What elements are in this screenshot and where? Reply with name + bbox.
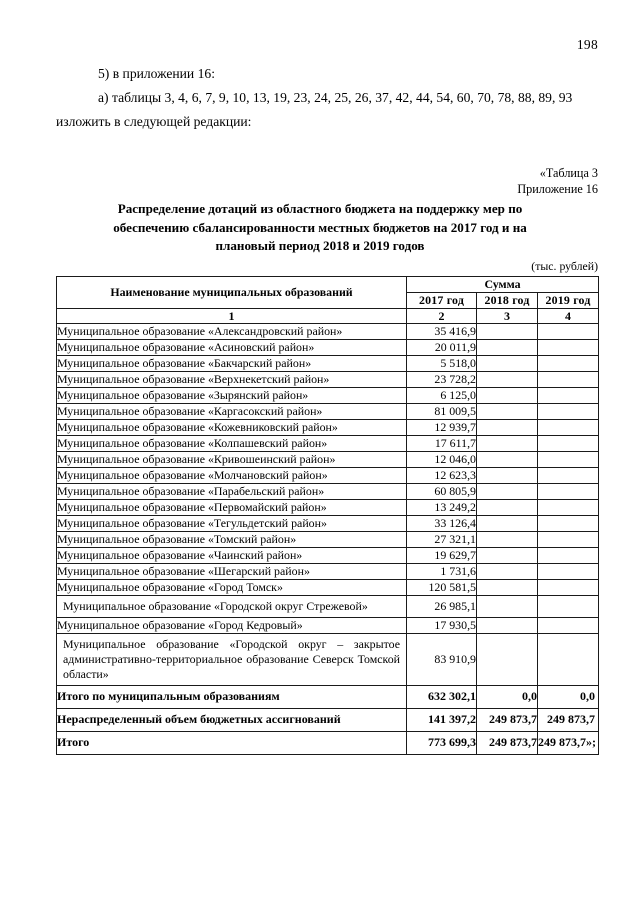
column-number-3: 3 xyxy=(477,309,538,324)
table-row xyxy=(57,372,599,388)
cell-amount-2019 xyxy=(538,372,599,388)
cell-amount-2018 xyxy=(477,468,538,484)
cell-amount-2018 xyxy=(477,564,538,580)
cell-amount-2019: 249 873,7»; xyxy=(538,732,599,755)
cell-municipality-name: Муниципальное образование «Асиновский район» xyxy=(57,340,407,356)
cell-amount-2019 xyxy=(538,596,599,618)
cell-amount-2017: 33 126,4 xyxy=(407,516,477,532)
cell-amount-2019 xyxy=(538,436,599,452)
cell-amount-2018 xyxy=(477,618,538,634)
cell-amount-2018 xyxy=(477,388,538,404)
cell-amount-2019 xyxy=(538,564,599,580)
cell-amount-2019 xyxy=(538,548,599,564)
cell-municipality-name: Муниципальное образование «Город Томск» xyxy=(57,580,407,596)
cell-amount-2019 xyxy=(538,484,599,500)
cell-amount-2018 xyxy=(477,532,538,548)
table-row xyxy=(57,452,599,468)
cell-amount-2018 xyxy=(477,324,538,340)
cell-amount-2019 xyxy=(538,388,599,404)
column-header-year-2018: 2018 год xyxy=(477,293,538,309)
cell-amount-2017: 5 518,0 xyxy=(407,356,477,372)
document-title-line-2: обеспечению сбалансированности местных бюджетов на 2017 год и на xyxy=(113,219,527,235)
table-reference: «Таблица 3 xyxy=(539,166,598,180)
table-row xyxy=(57,468,599,484)
table-row xyxy=(57,484,599,500)
cell-amount-2017: 632 302,1 xyxy=(407,686,477,709)
budget-table xyxy=(56,276,599,755)
intro-line-2: а) таблицы 3, 4, 6, 7, 9, 10, 13, 19, 23, 24, 25, 26, 37, 42, 44, 54, 60, 70, 78, 88, 89, 93 изложить в следующей редакции: xyxy=(56,90,573,129)
cell-amount-2019 xyxy=(538,580,599,596)
table-row xyxy=(57,324,599,340)
cell-amount-2019: 0,0 xyxy=(538,686,599,709)
table-row xyxy=(57,436,599,452)
table-total-row xyxy=(57,709,599,732)
table-header-row-1 xyxy=(57,277,599,293)
cell-municipality-name: Нераспределенный объем бюджетных ассигнований xyxy=(57,709,407,732)
cell-amount-2017: 141 397,2 xyxy=(407,709,477,732)
cell-amount-2018 xyxy=(477,420,538,436)
column-header-name: Наименование муниципальных образований xyxy=(57,277,407,309)
cell-amount-2017: 23 728,2 xyxy=(407,372,477,388)
table-row xyxy=(57,596,599,618)
cell-amount-2019 xyxy=(538,420,599,436)
cell-amount-2017: 120 581,5 xyxy=(407,580,477,596)
cell-municipality-name: Муниципальное образование «Зырянский район» xyxy=(57,388,407,404)
cell-amount-2019: 249 873,7 xyxy=(538,709,599,732)
cell-amount-2018 xyxy=(477,484,538,500)
appendix-reference: Приложение 16 xyxy=(517,182,598,196)
cell-amount-2018 xyxy=(477,548,538,564)
cell-amount-2019 xyxy=(538,500,599,516)
cell-municipality-name: Муниципальное образование «Каргасокский район» xyxy=(57,404,407,420)
cell-amount-2018: 0,0 xyxy=(477,686,538,709)
cell-amount-2019 xyxy=(538,532,599,548)
cell-amount-2019 xyxy=(538,516,599,532)
table-row xyxy=(57,548,599,564)
table-row xyxy=(57,580,599,596)
cell-amount-2017: 20 011,9 xyxy=(407,340,477,356)
cell-municipality-name: Муниципальное образование «Томский район» xyxy=(57,532,407,548)
cell-amount-2017: 17 611,7 xyxy=(407,436,477,452)
column-number-1: 1 xyxy=(57,309,407,324)
column-number-2: 2 xyxy=(407,309,477,324)
cell-municipality-name: Муниципальное образование «Городской округ Стрежевой» xyxy=(57,596,407,618)
cell-amount-2017: 773 699,3 xyxy=(407,732,477,755)
table-row xyxy=(57,340,599,356)
cell-amount-2018: 249 873,7 xyxy=(477,709,538,732)
budget-table-body xyxy=(57,324,599,755)
cell-amount-2017: 1 731,6 xyxy=(407,564,477,580)
table-total-row xyxy=(57,732,599,755)
cell-amount-2018 xyxy=(477,452,538,468)
document-title xyxy=(70,200,570,256)
units-note: (тыс. рублей) xyxy=(531,259,598,273)
intro-paragraphs xyxy=(56,62,584,134)
table-caption-block xyxy=(517,165,598,197)
cell-municipality-name: Муниципальное образование «Бакчарский район» xyxy=(57,356,407,372)
cell-amount-2017: 12 939,7 xyxy=(407,420,477,436)
cell-amount-2017: 83 910,9 xyxy=(407,634,477,686)
cell-amount-2017: 12 046,0 xyxy=(407,452,477,468)
cell-amount-2017: 17 930,5 xyxy=(407,618,477,634)
cell-municipality-name: Муниципальное образование «Тегульдетский район» xyxy=(57,516,407,532)
cell-amount-2018 xyxy=(477,516,538,532)
cell-amount-2017: 60 805,9 xyxy=(407,484,477,500)
cell-amount-2017: 27 321,1 xyxy=(407,532,477,548)
table-row xyxy=(57,618,599,634)
cell-municipality-name: Итого xyxy=(57,732,407,755)
cell-amount-2017: 19 629,7 xyxy=(407,548,477,564)
table-row xyxy=(57,388,599,404)
cell-amount-2019 xyxy=(538,634,599,686)
document-title-line-1: Распределение дотаций из областного бюджета на поддержку мер по xyxy=(117,201,523,216)
cell-municipality-name: Муниципальное образование «Шегарский район» xyxy=(57,564,407,580)
cell-amount-2018 xyxy=(477,356,538,372)
cell-amount-2018 xyxy=(477,340,538,356)
cell-amount-2019 xyxy=(538,468,599,484)
cell-municipality-name: Муниципальное образование «Город Кедровый» xyxy=(57,618,407,634)
cell-amount-2018 xyxy=(477,500,538,516)
table-row xyxy=(57,404,599,420)
cell-municipality-name: Муниципальное образование «Чаинский район» xyxy=(57,548,407,564)
column-header-year-2017: 2017 год xyxy=(407,293,477,309)
table-row xyxy=(57,564,599,580)
table-total-row xyxy=(57,686,599,709)
cell-amount-2017: 6 125,0 xyxy=(407,388,477,404)
cell-amount-2017: 12 623,3 xyxy=(407,468,477,484)
cell-municipality-name: Итого по муниципальным образованиям xyxy=(57,686,407,709)
budget-table-head xyxy=(57,277,599,324)
table-row xyxy=(57,532,599,548)
cell-amount-2018 xyxy=(477,404,538,420)
cell-municipality-name: Муниципальное образование «Кожевниковский район» xyxy=(57,420,407,436)
cell-amount-2018 xyxy=(477,372,538,388)
cell-municipality-name: Муниципальное образование «Молчановский район» xyxy=(57,468,407,484)
column-header-sum-group: Сумма xyxy=(407,277,599,293)
table-row xyxy=(57,500,599,516)
table-row xyxy=(57,420,599,436)
cell-municipality-name: Муниципальное образование «Городской округ – закрытое административно-территориальное образование Северск Томской области» xyxy=(57,634,407,686)
cell-amount-2017: 81 009,5 xyxy=(407,404,477,420)
column-header-year-2019: 2019 год xyxy=(538,293,599,309)
page-number: 198 xyxy=(576,37,598,52)
column-number-4: 4 xyxy=(538,309,599,324)
cell-amount-2019 xyxy=(538,324,599,340)
cell-municipality-name: Муниципальное образование «Верхнекетский район» xyxy=(57,372,407,388)
cell-municipality-name: Муниципальное образование «Первомайский район» xyxy=(57,500,407,516)
cell-municipality-name: Муниципальное образование «Кривошеинский район» xyxy=(57,452,407,468)
cell-municipality-name: Муниципальное образование «Александровский район» xyxy=(57,324,407,340)
intro-line-1: 5) в приложении 16: xyxy=(98,66,215,81)
cell-amount-2019 xyxy=(538,452,599,468)
cell-amount-2018 xyxy=(477,596,538,618)
cell-municipality-name: Муниципальное образование «Колпашевский район» xyxy=(57,436,407,452)
column-number-row xyxy=(57,309,599,324)
table-row xyxy=(57,356,599,372)
table-row xyxy=(57,516,599,532)
budget-table-wrapper xyxy=(56,276,598,755)
cell-amount-2017: 26 985,1 xyxy=(407,596,477,618)
cell-amount-2019 xyxy=(538,404,599,420)
cell-amount-2018 xyxy=(477,436,538,452)
document-title-line-3: плановый период 2018 и 2019 годов xyxy=(215,238,425,253)
cell-amount-2019 xyxy=(538,340,599,356)
cell-amount-2019 xyxy=(538,618,599,634)
table-row xyxy=(57,634,599,686)
cell-amount-2018 xyxy=(477,634,538,686)
cell-amount-2019 xyxy=(538,356,599,372)
cell-amount-2018: 249 873,7 xyxy=(477,732,538,755)
cell-amount-2018 xyxy=(477,580,538,596)
cell-amount-2017: 35 416,9 xyxy=(407,324,477,340)
cell-municipality-name: Муниципальное образование «Парабельский район» xyxy=(57,484,407,500)
cell-amount-2017: 13 249,2 xyxy=(407,500,477,516)
